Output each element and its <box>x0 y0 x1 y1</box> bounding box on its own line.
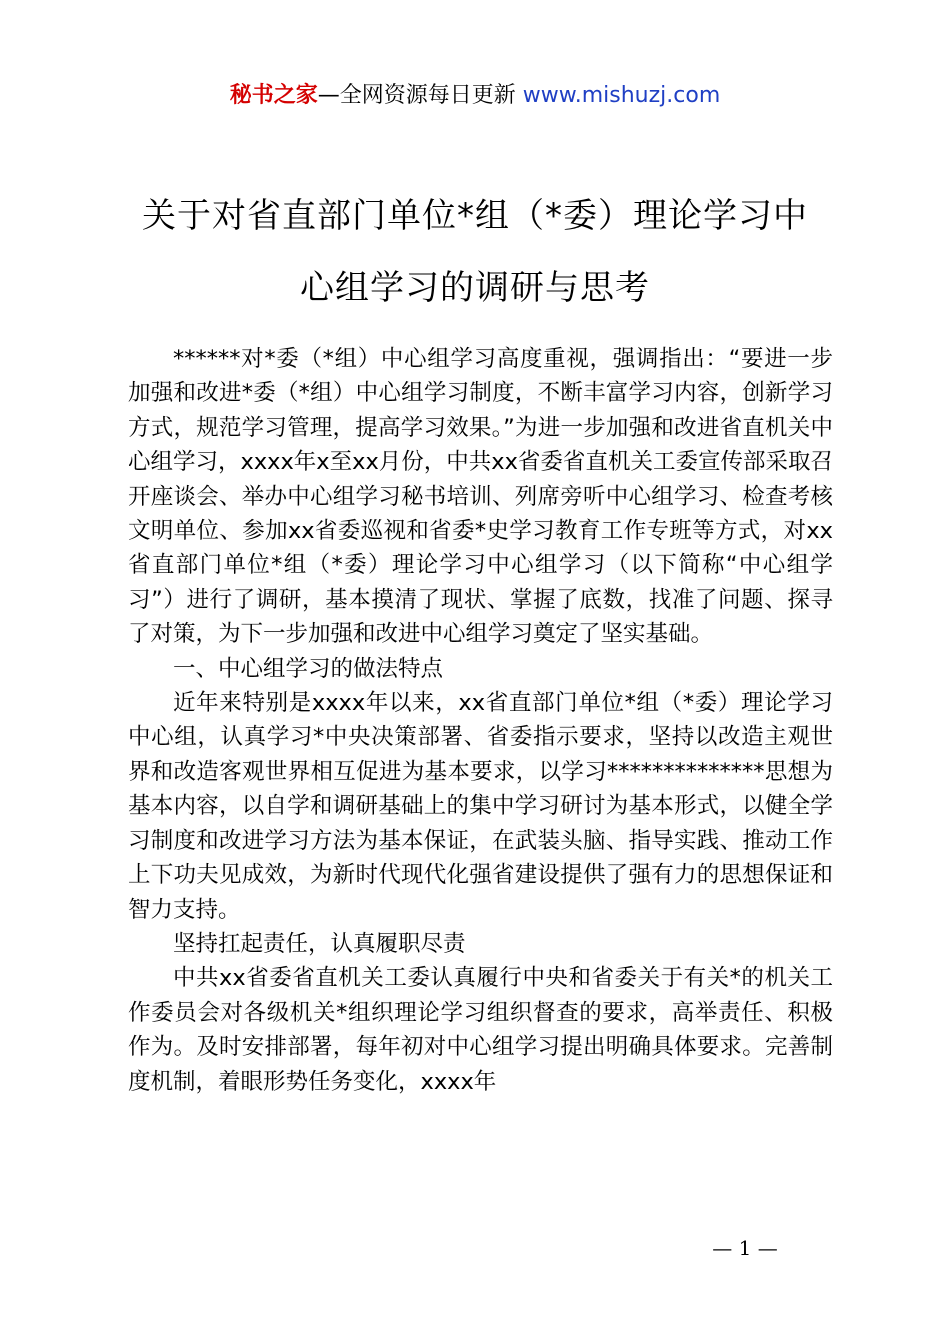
paragraph-responsibility: 中共xx省委省直机关工委认真履行中央和省委关于有关*的机关工作委员会对各级机关*组织理论学习组织督查的要求，高举责任、积极作为。及时安排部署，每年初对中心组学习提出明确具体要求。完善制度机制，着眼形势任务变化，xxxx年 <box>128 965 833 1095</box>
document-body <box>128 342 833 1099</box>
site-header <box>0 80 950 112</box>
title-line-2: 心组学习的调研与思考 <box>300 268 650 308</box>
document-title <box>100 180 850 324</box>
title-line-1: 关于对省直部门单位*组（*委）理论学习中 <box>142 196 808 236</box>
subsection-heading-responsibility: 坚持扛起责任，认真履职尽责 <box>173 930 466 957</box>
paragraph-intro: ******对*委（*组）中心组学习高度重视，强调指出：“要进一步加强和改进*委（*组）中心组学习制度，不断丰富学习内容，创新学习方式，规范学习管理，提高学习效果。”为进一步加强和改进省直机关中心组学习，xxxx年x至xx月份，中共xx省委省直机关工委宣传部采取召开座谈会、举办中心组学习秘书培训、列席旁听中心组学习、检查考核文明单位、参加xx省委巡视和省委*史学习教育工作专班等方式，对xx省直部门单位*组（*委）理论学习中心组学习（以下简称“中心组学习”）进行了调研，基本摸清了现状、掌握了底数，找准了问题、探寻了对策，为下一步加强和改进中心组学习奠定了坚实基础。 <box>128 346 833 648</box>
header-brand: 秘书之家 <box>229 83 318 108</box>
header-url-link[interactable]: www.mishuzj.com <box>522 83 721 108</box>
page-number: — 1 — <box>712 1236 778 1260</box>
paragraph-practices: 近年来特别是xxxx年以来，xx省直部门单位*组（*委）理论学习中心组，认真学习*中央决策部署、省委指示要求，坚持以改造主观世界和改造客观世界相互促进为基本要求，以学习**************思想为基本内容，以自学和调研基础上的集中学习研讨为基本形式，以健全学习制度和改进学习方法为基本保证，在武装头脑、指导实践、推动工作上下功夫见成效，为新时代现代化强省建设提供了强有力的思想保证和智力支持。 <box>128 690 833 923</box>
section-heading-1: 一、中心组学习的做法特点 <box>173 655 444 682</box>
header-tagline: —全网资源每日更新 <box>317 83 523 108</box>
